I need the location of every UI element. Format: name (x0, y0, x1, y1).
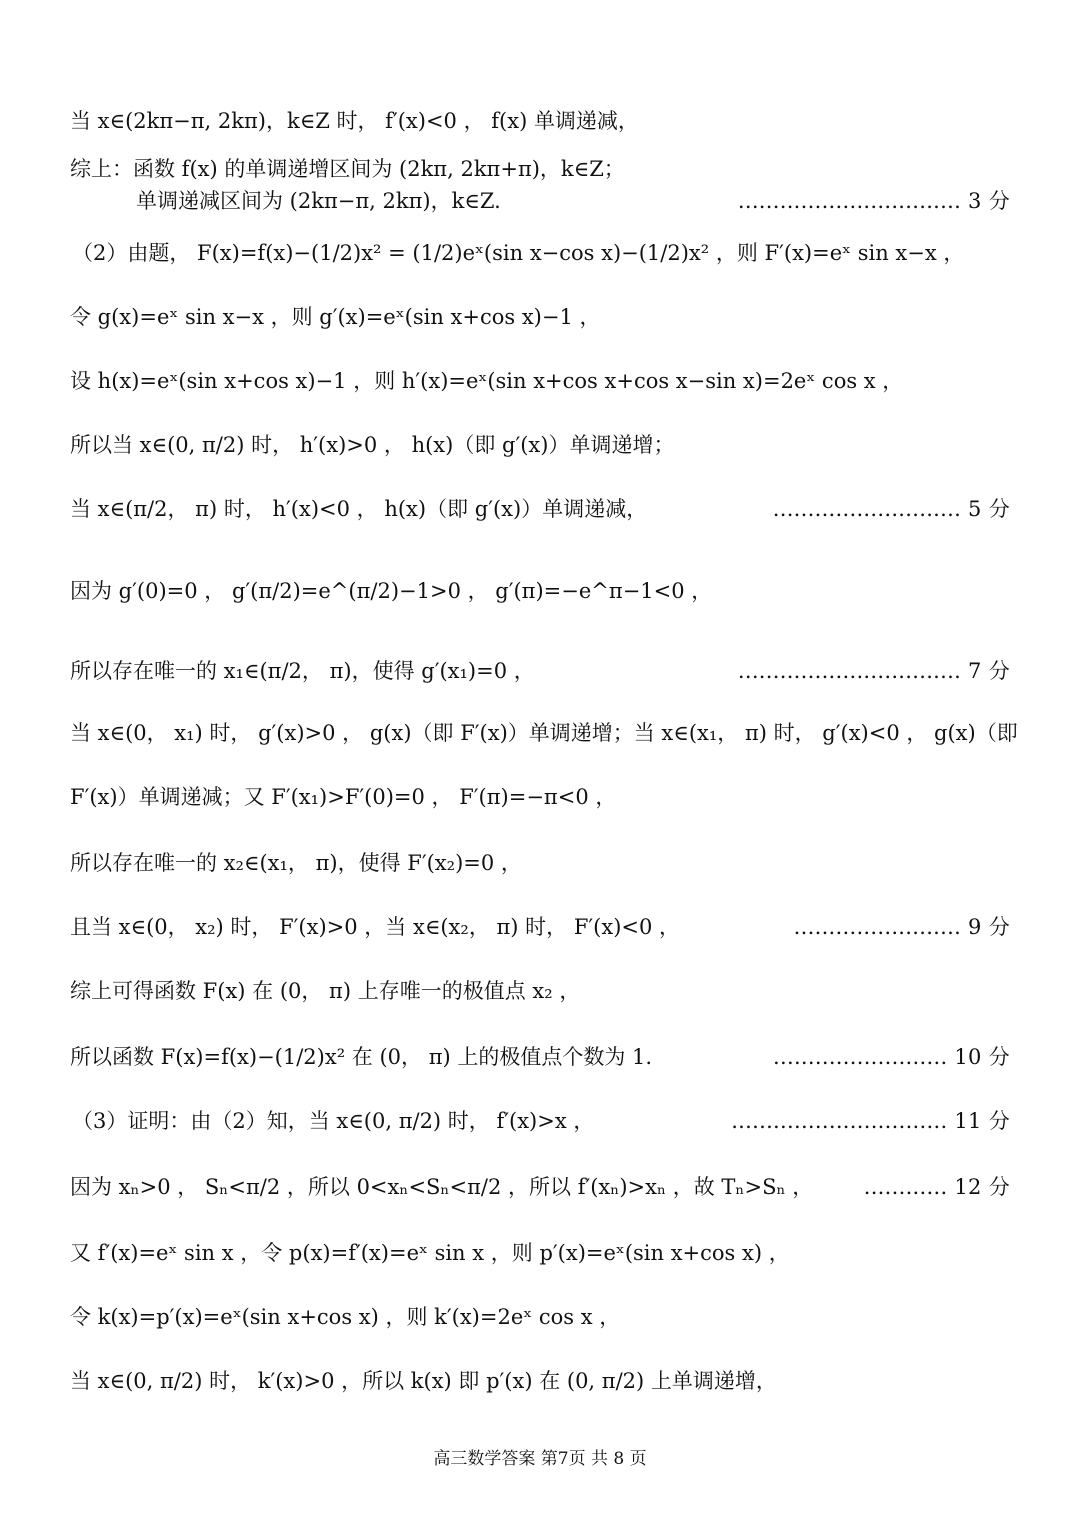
solution-line-9 (70, 570, 1010, 610)
solution-line-10 (70, 650, 1010, 690)
solution-line-7 (70, 424, 1010, 464)
line-text: 单调递减区间为 (2kπ−π, 2kπ)，k∈Z. (136, 189, 501, 213)
line-text: 当 x∈(0, π/2) 时， k′(x)>0 ，所以 k(x) 即 p′(x) 在 (0, π/2) 上单调递增， (70, 1369, 777, 1393)
line-text: 因为 g′(0)=0 ， g′(π/2)=e^(π/2)−1>0 ， g′(π)=−e^π−1<0 ， (70, 579, 713, 603)
line-text: 令 k(x)=p′(x)=eˣ(sin x+cos x) ，则 k′(x)=2eˣ cos x ， (70, 1305, 621, 1329)
solution-line-15 (70, 972, 1010, 1008)
solution-line-14 (70, 908, 1010, 944)
solution-line-8 (70, 488, 1010, 528)
line-text: 又 f′(x)=eˣ sin x ，令 p(x)=f′(x)=eˣ sin x ，则 p′(x)=eˣ(sin x+cos x) ， (70, 1241, 790, 1265)
solution-line-16 (70, 1036, 1010, 1076)
line-text: 当 x∈(π/2， π) 时， h′(x)<0 ， h(x)（即 g′(x)）单调递减， (70, 497, 648, 521)
line-text: 所以函数 F(x)=f(x)−(1/2)x² 在 (0， π) 上的极值点个数为 1. (70, 1045, 653, 1069)
line-text: 所以当 x∈(0, π/2) 时， h′(x)>0 ， h(x)（即 g′(x)）单调递增； (70, 433, 675, 457)
solution-line-21 (70, 1360, 1010, 1400)
solution-line-20 (70, 1298, 1010, 1334)
solution-line-5 (70, 298, 1010, 334)
line-text: 综上：函数 f(x) 的单调递增区间为 (2kπ, 2kπ+π)，k∈Z； (70, 157, 625, 181)
line-text: 设 h(x)=eˣ(sin x+cos x)−1 ，则 h′(x)=eˣ(sin x+cos x+cos x−sin x)=2eˣ cos x ， (70, 369, 904, 393)
score-mark: ................................ 7 分 (737, 659, 1010, 683)
line-text: 令 g(x)=eˣ sin x−x ，则 g′(x)=eˣ(sin x+cos x)−1 ， (70, 305, 601, 329)
line-text: （3）证明：由（2）知，当 x∈(0, π/2) 时， f′(x)>x ， (72, 1109, 595, 1133)
score-mark: ................................ 3 分 (737, 189, 1010, 213)
line-text: （2）由题， F(x)=f(x)−(1/2)x² = (1/2)eˣ(sin x−cos x)−(1/2)x² ，则 F′(x)=eˣ sin x−x ， (72, 241, 965, 265)
score-mark: ............................... 11 分 (731, 1109, 1010, 1133)
line-text: F′(x)）单调递减；又 F′(x₁)>F′(0)=0 ， F′(π)=−π<0 ， (70, 785, 617, 809)
solution-line-4 (72, 232, 1010, 272)
page-footer: 高三数学答案 第7页 共 8 页 (433, 1449, 647, 1469)
solution-line-19 (70, 1234, 1010, 1270)
line-text: 所以存在唯一的 x₂∈(x₁， π)，使得 F′(x₂)=0 ， (70, 851, 522, 875)
solution-line-6 (70, 362, 1010, 398)
score-mark: ........................... 5 分 (772, 497, 1010, 521)
line-text: 且当 x∈(0， x₂) 时， F′(x)>0 ，当 x∈(x₂， π) 时， F′(x)<0 ， (70, 915, 681, 939)
score-mark: ........................ 9 分 (793, 915, 1010, 939)
line-text: 因为 xₙ>0 ， Sₙ<π/2 ，所以 0<xₙ<Sₙ<π/2 ，所以 f′(xₙ)>xₙ ，故 Tₙ>Sₙ ， (70, 1175, 814, 1199)
score-mark: ............ 12 分 (863, 1175, 1010, 1199)
solution-line-11 (70, 714, 1018, 750)
line-text: 当 x∈(2kπ−π, 2kπ)，k∈Z 时， f′(x)<0 ， f(x) 单调递减， (70, 109, 639, 133)
solution-line-17 (72, 1100, 1010, 1140)
solution-line-18 (70, 1166, 1010, 1206)
solution-line-2 (70, 150, 1010, 186)
solution-line-1 (70, 102, 1010, 138)
line-text: 当 x∈(0， x₁) 时， g′(x)>0 ， g(x)（即 F′(x)）单调递增；当 x∈(x₁， π) 时， g′(x)<0 ， g(x)（即 (70, 721, 1018, 745)
solution-line-12 (70, 778, 1010, 814)
line-text: 综上可得函数 F(x) 在 (0， π) 上存唯一的极值点 x₂ ， (70, 979, 581, 1003)
solution-line-3 (136, 182, 1010, 218)
score-mark: ......................... 10 分 (773, 1045, 1010, 1069)
line-text: 所以存在唯一的 x₁∈(π/2， π)，使得 g′(x₁)=0 ， (70, 659, 535, 683)
solution-line-13 (70, 844, 1010, 880)
